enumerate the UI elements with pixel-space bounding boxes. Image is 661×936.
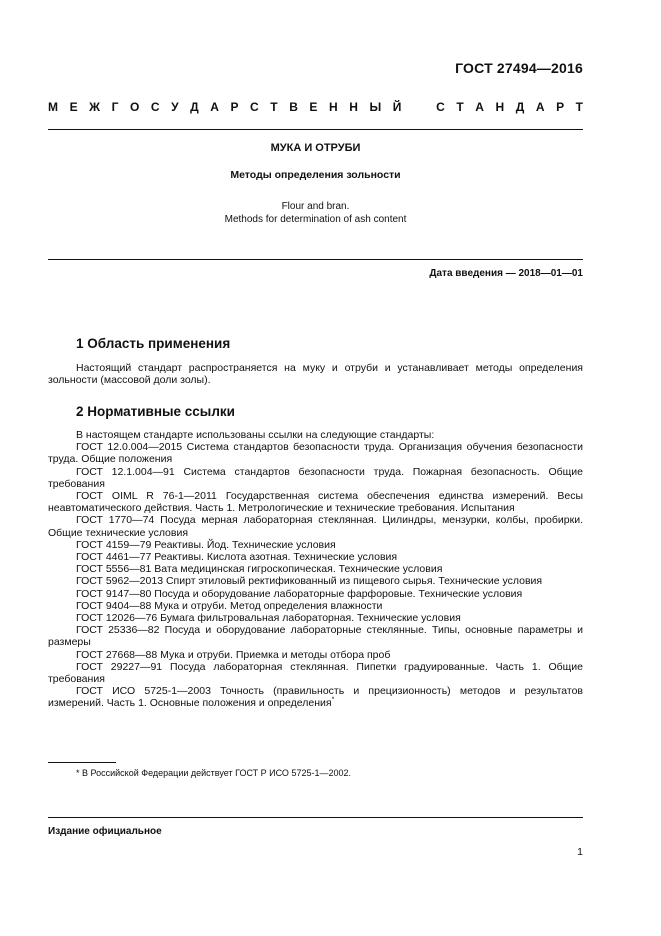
interstate-standard-heading bbox=[48, 100, 583, 114]
official-edition-label: Издание официальное bbox=[48, 826, 162, 837]
interstate-letter: Й bbox=[392, 100, 402, 114]
references-intro: В настоящем стандарте использованы ссылки на следующие стандарты: bbox=[76, 429, 435, 441]
document-subtitle: Методы определения зольности bbox=[230, 169, 401, 181]
interstate-letter: А bbox=[535, 100, 545, 114]
reference-item: ГОСТ 5556—81 Вата медицинская гигроскопическая. Технические условия bbox=[76, 563, 443, 576]
interstate-letter: С bbox=[250, 100, 259, 114]
reference-item: ГОСТ 25336—82 Посуда и оборудование лабораторные стеклянные. Типы, основные параметры и размеры bbox=[48, 624, 583, 649]
reference-item: ГОСТ 4159—79 Реактивы. Йод. Технические условия bbox=[76, 538, 336, 551]
interstate-letter: Т bbox=[575, 100, 583, 114]
english-title-line-1: Flour and bran. bbox=[281, 201, 350, 212]
interstate-letter: Т bbox=[456, 100, 464, 114]
interstate-letter: Д bbox=[190, 100, 199, 114]
interstate-letter: А bbox=[475, 100, 484, 114]
interstate-letter: Н bbox=[349, 100, 358, 114]
interstate-letter: В bbox=[289, 100, 298, 114]
reference-item: ГОСТ 29227—91 Посуда лабораторная стеклянная. Пипетки градуированные. Часть 1. Общие требования bbox=[48, 660, 583, 686]
interstate-letter: Е bbox=[309, 100, 318, 114]
section-2-heading: 2 Нормативные ссылки bbox=[76, 404, 235, 419]
interstate-letter: Ы bbox=[369, 100, 382, 114]
document-title: МУКА И ОТРУБИ bbox=[270, 142, 361, 154]
reference-item: ГОСТ 5962—2013 Спирт этиловый ректификованный из пищевого сырья. Технические условия bbox=[76, 575, 543, 588]
normative-references-list bbox=[48, 429, 583, 710]
reference-item-text: ГОСТ ИСО 5725-1—2003 Точность (правильность и прецизионность) методов и результатов измерений. Часть 1. Основные положения и определения bbox=[48, 685, 583, 710]
english-title bbox=[48, 200, 583, 226]
interstate-letter: Д bbox=[515, 100, 525, 114]
reference-item: ГОСТ 1770—74 Посуда мерная лабораторная стеклянная. Цилиндры, мензурки, колбы, пробирки. Общие технические условия bbox=[48, 514, 583, 539]
interstate-letter: С bbox=[436, 100, 445, 114]
reference-item: ГОСТ 12026—76 Бумага фильтровальная лабораторная. Технические условия bbox=[76, 612, 461, 625]
section-1-text: Настоящий стандарт распространяется на муку и отруби и устанавливает методы определения зольности (массовой доли золы). bbox=[48, 362, 583, 387]
gost-number: ГОСТ 27494—2016 bbox=[455, 60, 583, 76]
footnote-rule bbox=[48, 762, 116, 763]
reference-item: ГОСТ OIML R 76-1—2011 Государственная система обеспечения единства измерений. Весы неавтоматического действия. Часть 1. Метрологические и технические требования. Испытания bbox=[48, 490, 583, 515]
reference-item: ГОСТ 27668—88 Мука и отруби. Приемка и методы отбора проб bbox=[76, 648, 391, 661]
top-rule bbox=[48, 129, 583, 130]
interstate-letter: А bbox=[210, 100, 219, 114]
interstate-letter: М bbox=[48, 100, 58, 114]
reference-item: ГОСТ 9147—80 Посуда и оборудование лабораторные фарфоровые. Технические условия bbox=[76, 587, 523, 600]
interstate-letter: Р bbox=[230, 100, 239, 114]
interstate-letter: Р bbox=[556, 100, 565, 114]
footnote-marker: * bbox=[331, 696, 335, 704]
reference-item: ГОСТ 12.1.004—91 Система стандартов безопасности труда. Пожарная безопасность. Общие требования bbox=[48, 465, 583, 490]
footnote: * В Российской Федерации действует ГОСТ Р ИСО 5725-1—2002. bbox=[76, 768, 351, 778]
interstate-letter: О bbox=[129, 100, 140, 114]
interstate-letter: У bbox=[171, 100, 179, 114]
interstate-letter: Г bbox=[111, 100, 119, 114]
reference-item: ГОСТ 4461—77 Реактивы. Кислота азотная. Технические условия bbox=[76, 551, 398, 564]
interstate-letter: Н bbox=[329, 100, 338, 114]
reference-item: ГОСТ 12.0.004—2015 Система стандартов безопасности труда. Организация обучения безопасности труда. Общие положения bbox=[48, 441, 583, 466]
reference-item bbox=[48, 685, 583, 709]
english-title-line-2: Methods for determination of ash content bbox=[224, 214, 407, 225]
middle-rule bbox=[48, 259, 583, 260]
page-number: 1 bbox=[577, 846, 583, 858]
section-1-heading: 1 Область применения bbox=[76, 336, 231, 351]
interstate-letter: С bbox=[150, 100, 160, 114]
interstate-letter: Т bbox=[270, 100, 278, 114]
interstate-letter: Ж bbox=[89, 100, 100, 114]
bottom-rule bbox=[48, 817, 583, 818]
interstate-letter: Н bbox=[495, 100, 505, 114]
introduction-date: Дата введения — 2018—01—01 bbox=[429, 268, 583, 279]
interstate-letter: Е bbox=[69, 100, 78, 114]
reference-item: ГОСТ 9404—88 Мука и отруби. Метод определения влажности bbox=[76, 599, 383, 612]
